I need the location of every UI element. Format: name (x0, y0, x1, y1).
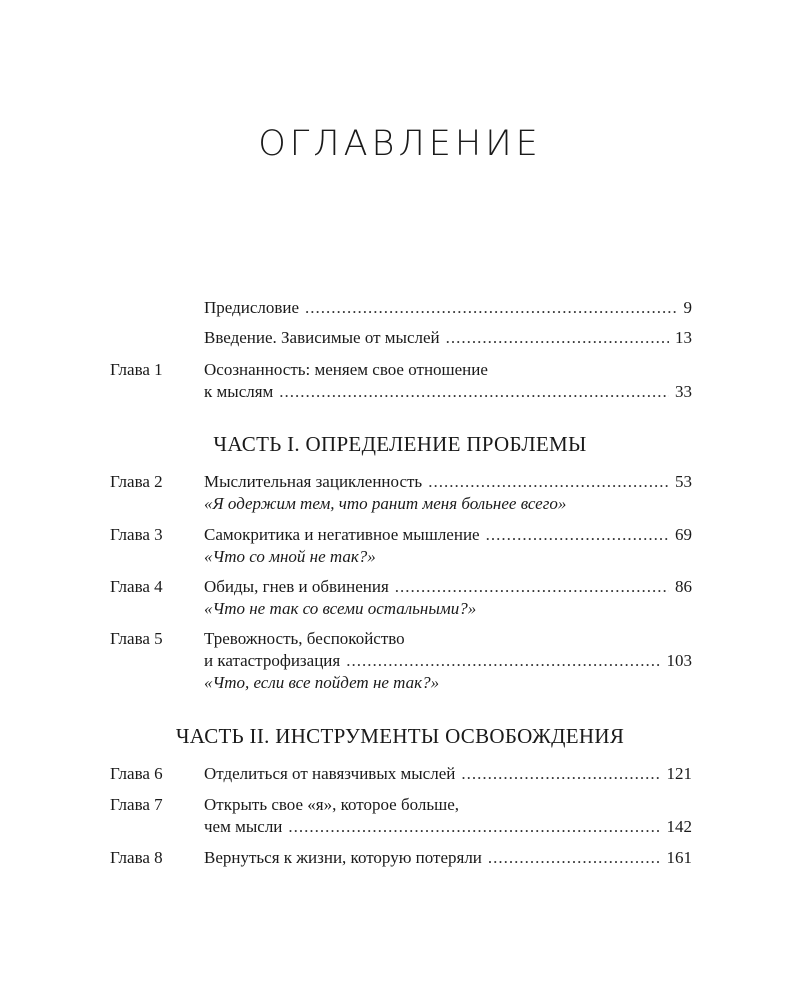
dot-leader (461, 763, 660, 785)
chapter-label: Глава 5 (110, 629, 163, 648)
page-title: ОГЛАВЛЕНИЕ (258, 124, 542, 164)
dot-leader (488, 847, 661, 869)
page-number: 69 (675, 525, 692, 544)
entry-title-line-2: к мыслям (204, 382, 274, 401)
entry-title-line-2: и катастрофизация (204, 651, 341, 670)
entry-subtitle: «Что, если все пойдет не так?» (204, 673, 440, 692)
page-number: 103 (666, 651, 692, 670)
chapter-label: Глава 7 (110, 795, 163, 814)
chapter-label: Глава 3 (110, 525, 163, 544)
dot-leader (395, 576, 669, 598)
dot-leader (279, 381, 669, 403)
dot-leader (486, 524, 669, 546)
dot-leader (288, 816, 660, 838)
entry-title: Самокритика и негативное мышление (204, 525, 480, 544)
entry-title: Отделиться от навязчивых мыслей (204, 764, 456, 783)
chapter-label: Глава 8 (110, 848, 163, 867)
dot-leader (305, 297, 677, 319)
page-number: 142 (666, 817, 692, 836)
entry-subtitle: «Я одержим тем, что ранит меня больнее всего» (204, 494, 567, 513)
chapter-label: Глава 6 (110, 764, 163, 783)
page-number: 33 (675, 382, 692, 401)
entry-title: Предисловие (204, 298, 300, 317)
entry-title: Обиды, гнев и обвинения (204, 577, 389, 596)
dot-leader (446, 327, 669, 349)
page-number: 9 (683, 298, 692, 317)
page-number: 86 (675, 577, 692, 596)
entry-title: Введение. Зависимые от мыслей (204, 328, 440, 347)
chapter-label: Глава 4 (110, 577, 163, 596)
entry-subtitle: «Что не так со всеми остальными?» (204, 599, 477, 618)
dot-leader (428, 471, 669, 493)
entry-title-line-1: Осознанность: меняем свое отношение (204, 360, 488, 379)
page-number: 53 (675, 472, 692, 491)
entry-title-line-1: Открыть свое «я», которое больше, (204, 795, 460, 814)
entry-subtitle: «Что со мной не так?» (204, 547, 376, 566)
entry-title-line-1: Тревожность, беспокойство (204, 629, 405, 648)
chapter-label: Глава 2 (110, 472, 163, 491)
chapter-label: Глава 1 (110, 360, 163, 379)
page-number: 121 (666, 764, 692, 783)
entry-title: Мыслительная зацикленность (204, 472, 423, 491)
dot-leader (346, 650, 660, 672)
entry-title: Вернуться к жизни, которую потеряли (204, 848, 482, 867)
entry-title-line-2: чем мысли (204, 817, 283, 836)
part-2-heading: ЧАСТЬ II. ИНСТРУМЕНТЫ ОСВОБОЖДЕНИЯ (175, 724, 625, 748)
page-number: 13 (675, 328, 692, 347)
page-number: 161 (666, 848, 692, 867)
part-1-heading: ЧАСТЬ I. ОПРЕДЕЛЕНИЕ ПРОБЛЕМЫ (213, 432, 587, 456)
